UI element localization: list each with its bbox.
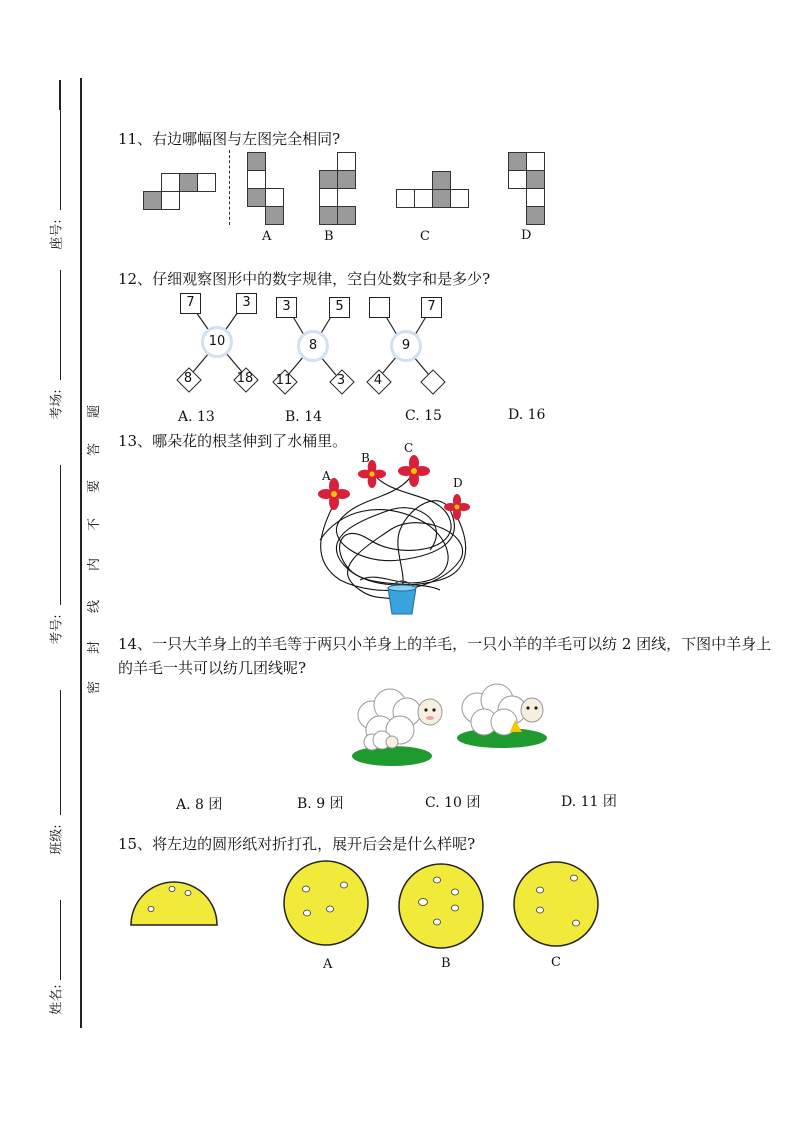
q12-option-b[interactable]: B. 14 <box>285 409 323 425</box>
q12-fig3-top-right: 7 <box>421 297 442 318</box>
q12-fig3-top-left-blank[interactable] <box>369 297 390 318</box>
q12-fig1-bottom-right: 18 <box>236 371 254 386</box>
q15-prompt: 15、将左边的圆形纸对折打孔，展开后会是什么样呢? <box>118 835 476 853</box>
q11-option-d[interactable]: D <box>521 228 532 243</box>
q12-fig1-top-left: 7 <box>180 293 201 314</box>
class-blank <box>60 690 61 815</box>
q13-prompt: 13、哪朵花的根茎伸到了水桶里。 <box>118 432 348 450</box>
seal-char: 题 <box>87 404 103 419</box>
q12-fig2-center: 8 <box>297 330 329 362</box>
name-blank <box>60 900 61 980</box>
folded-half-circle-paper <box>128 876 220 928</box>
flower-label-a: A <box>322 469 331 483</box>
q12-fig3-bottom-left: 4 <box>373 373 383 388</box>
q12-fig2-top-left: 3 <box>276 297 297 318</box>
room-label: 考场: <box>49 389 65 420</box>
seat-label: 座号: <box>49 219 65 250</box>
q12-fig2-bottom-right: 3 <box>336 373 346 388</box>
q11-option-a[interactable]: A <box>262 229 272 244</box>
q15-option-a-circle[interactable] <box>282 859 370 947</box>
q12-fig2-top-right: 5 <box>329 297 350 318</box>
q14-prompt-line2: 的羊毛一共可以纺几团线呢? <box>118 659 307 677</box>
water-bucket-icon <box>384 578 420 616</box>
seal-char: 内 <box>87 557 103 572</box>
q15-option-b[interactable]: B <box>441 956 451 971</box>
q12-option-a[interactable]: A. 13 <box>178 409 215 425</box>
exam-no-blank <box>60 465 61 605</box>
q12-option-d[interactable]: D. 16 <box>508 407 546 423</box>
flower-label-b: B <box>361 451 370 465</box>
flower-c-icon <box>398 455 430 487</box>
q11-prompt: 11、右边哪幅图与左图完全相同? <box>118 130 341 148</box>
sheep-illustration <box>352 680 552 775</box>
q12-fig1-center: 10 <box>201 326 233 358</box>
seal-char: 不 <box>87 517 103 532</box>
flower-d-icon <box>444 494 470 520</box>
q12-fig1-bottom-left: 8 <box>183 371 193 386</box>
q12-fig3-center: 9 <box>390 330 422 362</box>
seal-char: 密 <box>87 680 103 695</box>
q11-option-b[interactable]: B <box>324 229 334 244</box>
q15-option-a[interactable]: A <box>323 957 333 972</box>
q15-option-b-circle[interactable] <box>397 862 485 950</box>
q11-option-c[interactable]: C <box>420 229 430 244</box>
seal-char: 答 <box>87 442 103 457</box>
q14-option-c[interactable]: C. 10 团 <box>425 795 481 811</box>
q12-fig2-bottom-left: 11 <box>275 373 293 388</box>
q15-option-c-circle[interactable] <box>512 860 600 948</box>
q12-prompt: 12、仔细观察图形中的数字规律，空白处数字和是多少? <box>118 270 491 288</box>
flower-label-d: D <box>453 476 463 490</box>
q14-option-a[interactable]: A. 8 团 <box>176 797 223 813</box>
q12-option-c[interactable]: C. 15 <box>405 408 442 424</box>
q12-fig1-top-right: 3 <box>236 293 257 314</box>
seal-char: 封 <box>87 640 103 655</box>
flower-label-c: C <box>404 441 414 455</box>
exam-no-label: 考号: <box>49 614 65 645</box>
q14-option-d[interactable]: D. 11 团 <box>561 794 617 810</box>
seal-char: 线 <box>87 599 103 614</box>
class-label: 班级: <box>49 824 65 855</box>
q15-option-c[interactable]: C <box>551 955 561 970</box>
q14-option-b[interactable]: B. 9 团 <box>297 796 344 812</box>
seal-char: 要 <box>87 479 103 494</box>
name-label: 姓名: <box>49 984 65 1015</box>
q14-prompt-line1: 14、一只大羊身上的羊毛等于两只小羊身上的羊毛，一只小羊的羊毛可以纺 2 团线，下图中羊身上 <box>118 635 772 653</box>
